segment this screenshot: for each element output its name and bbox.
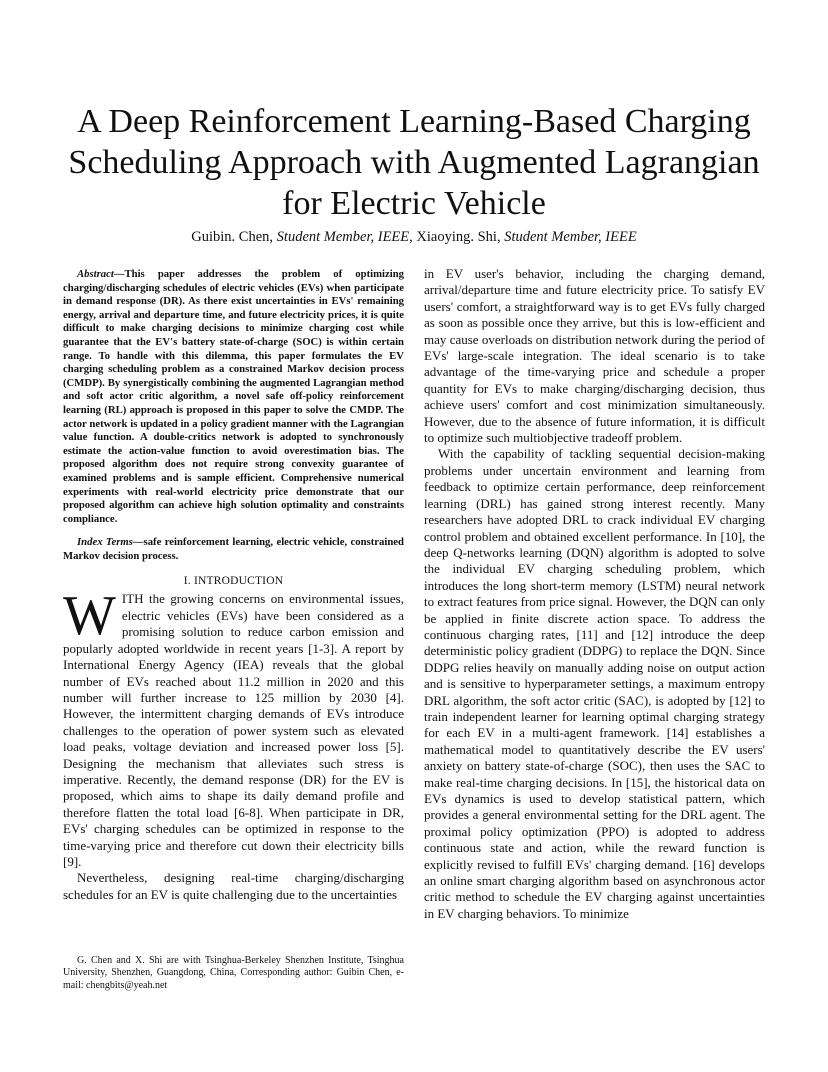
abstract-text: This paper addresses the problem of optimizing charging/discharging schedules of electric vehicles (EVs) when participate in demand response (DR). As there exist uncertainties in EVs' remaining energy, arrival and departure time, and future electricity prices, it is quite difficult to make charging decisions to minimize charging cost while guarantee that the EV's battery state-of-charge (SOC) is within certain range. To handle with this dilemma, this paper formulates the EV charging scheduling problem as a constrained Markov decision process (CMDP). By synergistically combining the augmented Lagrangian method and soft actor critic algorithm, a novel safe off-policy reinforcement learning (RL) approach is proposed in this paper to solve the CMDP. The actor network is updated in a policy gradient manner with the Lagrangian value function. A double-critics network is adopted to synchronously estimate the action-value function to avoid overestimation bias. The proposed algorithm does not require strong convexity guarantee of examined problems and is sample efficient. Comprehensive numerical experiments with real-world electricity price demonstrate that our proposed algorithm can achieve high solution optimality and constraints compliance. (63, 268, 404, 525)
left-column (63, 268, 404, 903)
section-heading-introduction: I. INTRODUCTION (183, 575, 284, 588)
author-line (60, 229, 768, 246)
right-column (424, 266, 765, 922)
intro-paragraph-1-text: ITH the growing concerns on environmental issues, electric vehicles (EVs) have been considered as a promising solution to reduce carbon emission and popularly adopted worldwide in recent years [1-3]. A report by International Energy Agency (IEA) reveals that the global number of EVs reached about 11.2 million in 2020 and this number will further increase to 125 million by 2030 [4]. However, the intermittent charging demands of EVs introduce challenges to the operation of power system such as elevated load peaks, voltage deviation and increased power loss [5]. Designing the mechanism that alleviates such stress is imperative. Recently, the demand response (DR) for the EV is proposed, which aims to shape its daily demand profile and therefore flatten the total load [6-8]. When participate in DR, EVs' charging schedules can be optimized in response to the time-varying price and therefore cut down their electricity bills [9]. (63, 591, 404, 869)
right-paragraph-2: With the capability of tackling sequential decision-making problems under uncertain environment and learning from feedback to optimize certain performance, deep reinforcement learning (DRL) has gained strong interest recently. Many researchers have adopted DRL to crack individual EV charging control problem and obtained excellent performance. In [10], the deep Q-networks learning (DQN) algorithm is adopted to solve the individual EV charging scheduling problem, which introduces the long short-term memory (LSTM) neural network to extract features from price signal. However, the DQN can only be applied in finite discrete action space. To address the continuous charging rates, [11] and [12] introduce the deep deterministic policy gradient (DDPG) to replace the DQN. Since DDPG relies heavily on manually adding noise on output action and is sensitive to hyperparameter settings, a maximum entropy DRL algorithm, the soft actor critic (SAC), is adopted by [12] to train independent learner for learning optimal charging strategy for each EV in a multi-agent framework. [14] establishes a mathematical model to quantitatively describe the EV users' anxiety on battery state-of-charge (SOC), then uses the SAC to make real-time charging decisions. In [15], the historical data on EVs dynamics is used to develop statistical pattern, which provides a general environmental setting for the DRL agent. The proximal policy optimization (PPO) is adopted to address continuous state and action, while the reward function is explicitly revised to fulfill EVs' charging demand. [16] develops an online smart charging algorithm based on asynchronous actor critic method to schedule the EV charging against uncertainties in EV charging behaviors. To minimize (424, 446, 765, 921)
abstract (63, 268, 404, 526)
abstract-label: Abstract— (77, 268, 125, 280)
author-2-role: Student Member, IEEE (504, 229, 637, 245)
intro-paragraph-2: Nevertheless, designing real-time charging/discharging schedules for an EV is quite challenging due to the uncertainties (63, 870, 404, 902)
author-1-role: Student Member, IEEE, (276, 229, 413, 245)
paper-title: A Deep Reinforcement Learning-Based Charging Scheduling Approach with Augmented Lagrangian for Electric Vehicle (68, 103, 760, 222)
drop-cap: W (63, 585, 116, 648)
index-terms (63, 536, 404, 563)
footnote-text: G. Chen and X. Shi are with Tsinghua-Berkeley Shenzhen Institute, Tsinghua University, Shenzhen, Guangdong, China, Corresponding author: Guibin Chen, e-mail: chengbits@yeah.net (63, 955, 404, 991)
right-paragraph-1: in EV user's behavior, including the charging demand, arrival/departure time and future electricity price. To satisfy EV users' comfort, a straightforward way is to get EVs fully charged as soon as possible once they arrive, but this is low-efficient and may cause overloads on distribution network during the period of EVs' large-scale integration. The ideal scenario is to take advantage of the time-varying price and schedule a proper quantity for EVs to make charging/discharging decision, thus achieve users' comfort and cost minimization simultaneously. However, due to the absence of future information, it is difficult to optimize such multiobjective tradeoff problem. (424, 266, 765, 446)
author-1-name: Guibin. Chen, (191, 229, 274, 245)
author-2-name: Xiaoying. Shi, (416, 229, 501, 245)
intro-paragraph-1 (63, 585, 404, 870)
index-terms-label: Index Terms— (77, 536, 144, 549)
author-footnote (63, 955, 404, 992)
index-terms-text: safe reinforcement learning, electric vehicle, constrained Markov decision process. (63, 536, 404, 562)
